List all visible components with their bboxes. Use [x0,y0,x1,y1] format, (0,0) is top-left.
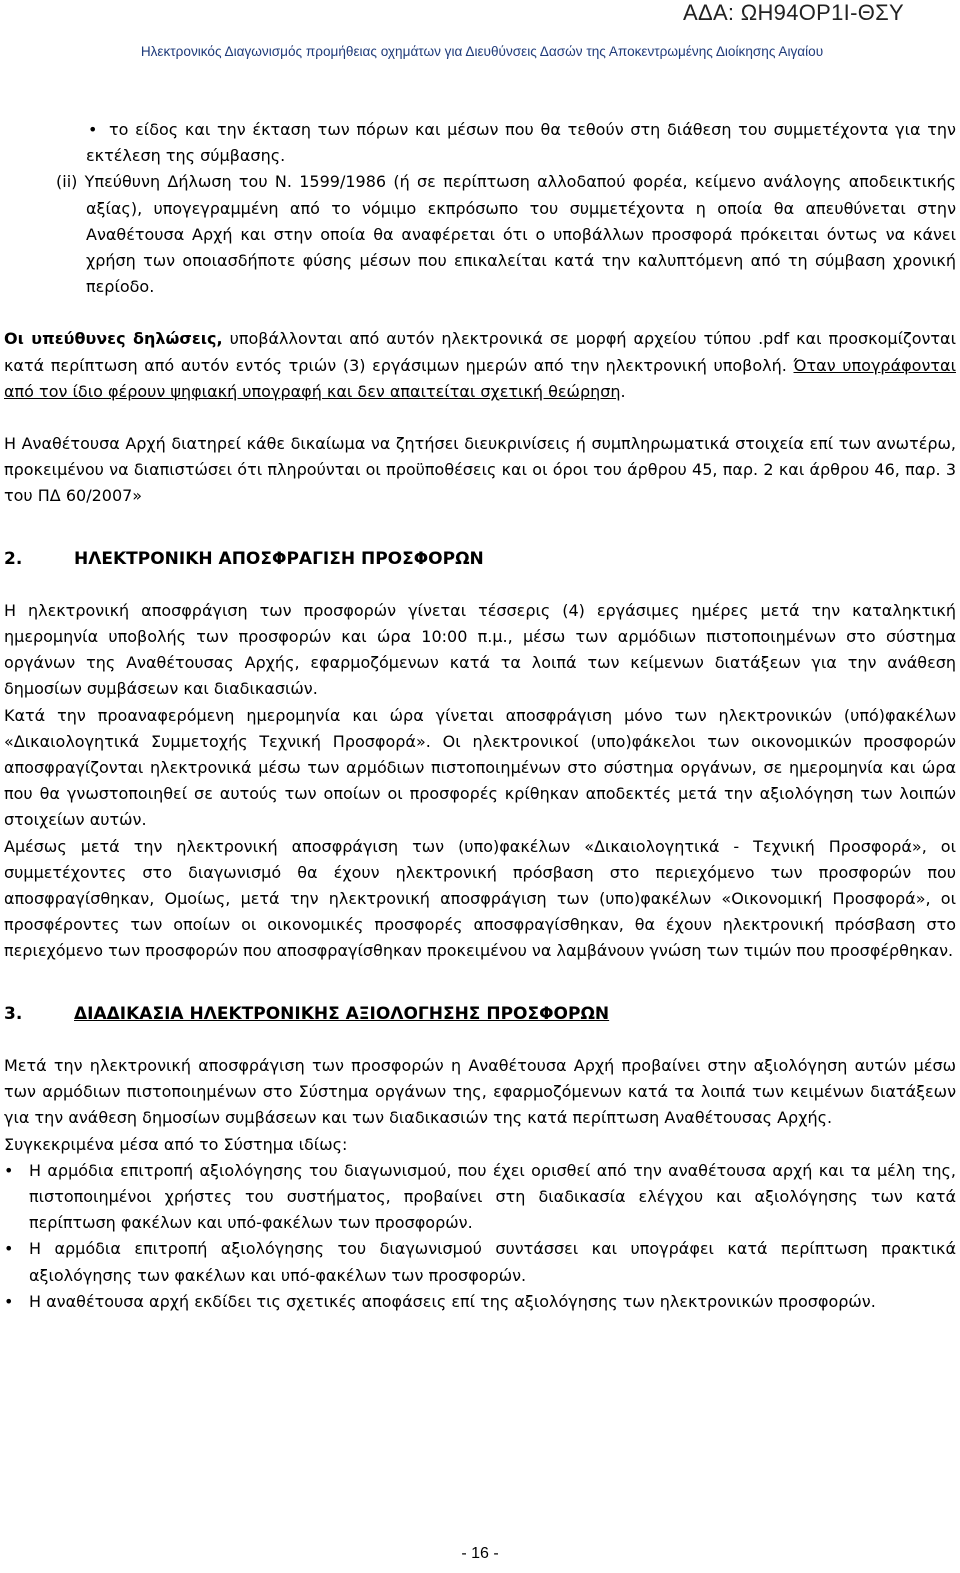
bullet-paragraph [4,117,956,169]
section-2-paragraph-1: Η ηλεκτρονική αποσφράγιση των προσφορών γίνεται τέσσερις (4) εργάσιμες ημέρες μετά την καταληκτική ημερομηνία υποβολής των προσφορών και ώρα 10:00 π.μ., μέσω των αρμόδιων πιστοποιημένων στο σύστημα οργάνων της Αναθέτουσας Αρχής, εφαρμοζόμενων κατά τα λοιπά των κείμενων διατάξεων για την ανάθεση δημοσίων συμβάσεων και διαδικασιών. [4,600,956,699]
section-2-title: ΗΛΕΚΤΡΟΝΙΚΗ ΑΠΟΣΦΡΑΓΙΣΗ ΠΡΟΣΦΟΡΩΝ [74,548,484,569]
declarations-bold: Οι υπεύθυνες δηλώσεις, [4,329,223,349]
bullet-icon: • [4,1291,14,1311]
roman-text: Υπεύθυνη Δήλωση του Ν. 1599/1986 (ή σε περίπτωση αλλοδαπού φορέα, κείμενο ανάλογης αποδεικτικής αξίας), υπογεγραμμένη από το νόμιμο εκπρόσωπο του συμμετέχοντα η οποία θα απευθύνεται στην Αναθέτουσα Αρχή και στην οποία θα αναφέρεται ότι ο υποβάλλων προσφορά πρόκειται όντως να κάνει χρήση των οποιασδήποτε φύσης μέσων που επικαλείται κατά την καλυπτόμενη από τη σύμβαση χρονική περίοδο. [84,172,956,297]
bullet-icon: • [4,1160,14,1180]
section-2-heading [4,546,956,572]
section-3-list [4,1158,956,1315]
section-3-number: 3. [4,1003,23,1024]
roman-label: (ii) [56,172,78,192]
document-code: ΑΔΑ: ΩΗ94ΟΡ1Ι-ΘΣΥ [682,0,904,25]
section-2-number: 2. [4,548,23,569]
section-3-paragraph-2: Συγκεκριμένα μέσα από το Σύστημα ιδίως: [4,1134,348,1154]
list-item: • Η αναθέτουσα αρχή εκδίδει τις σχετικές αποφάσεις επί της αξιολόγησης των ηλεκτρονικών προσφορών. [4,1289,956,1315]
section-2-paragraph-3: Αμέσως μετά την ηλεκτρονική αποσφράγιση των (υπο)φακέλων «Δικαιολογητικά - Τεχνική Προσφορά», οι συμμετέχοντες στο διαγωνισμό θα έχουν ηλεκτρονική πρόσβαση στο περιεχόμενο των προσφορών που αποσφραγίσθηκαν, Ομοίως, μετά την ηλεκτρονική αποσφράγιση των (υπο)φακέλων «Οικονομική Προσφορά», οι προσφέροντες των οποίων οι οικονομικές προσφορές αποσφραγίσθηκαν, θα έχουν ηλεκτρονική πρόσβαση στο περιεχόμενο των προσφορών που αποσφραγίσθηκαν προκειμένου να λαμβάνουν γνώση των τιμών που προσφέρθηκαν. [4,836,956,961]
bullet-icon: • [88,120,98,139]
page-number: - 16 - [461,1545,499,1562]
section-3-paragraph-1: Μετά την ηλεκτρονική αποσφράγιση των προσφορών η Αναθέτουσα Αρχή προβαίνει στην αξιολόγηση αυτών μέσω των αρμόδιων πιστοποιημένων στο Σύστημα οργάνων της, εφαρμοζόμενων κατά τα λοιπά των κειμένων διατάξεων για την ανάθεση δημοσίων συμβάσεων και των διαδικασιών της κατά περίπτωση Αναθέτουσας Αρχής. [4,1055,956,1128]
document-subtitle: Ηλεκτρονικός Διαγωνισμός προμήθειας οχημάτων για Διευθύνσεις Δασών της Αποκεντρωμένης Διοίκησης Αιγαίου [140,44,824,59]
declarations-text: υποβάλλονται από αυτόν ηλεκτρονικά σε μορφή αρχείου τύπου .pdf και προσκομίζονται κατά περίπτωση από αυτόν εντός τριών (3) εργάσιμων ημερών από την ηλεκτρονική υποβολή. [4,329,957,375]
declarations-paragraph [4,326,956,405]
roman-item-ii [4,169,956,300]
section-2-paragraph-2: Κατά την προαναφερόμενη ημερομηνία και ώρα γίνεται αποσφράγιση μόνο των ηλεκτρονικών (υπό)φακέλων «Δικαιολογητικά Συμμετοχής Τεχνική Προσφορά». Οι ηλεκτρονικοί (υπο)φάκελοι των οικονομικών προσφορών αποσφραγίζονται ηλεκτρονικά μέσω των αρμόδιων πιστοποιημένων στο σύστημα οργάνων, σε ημερομηνία και ώρα που θα γνωστοποιηθεί σε αυτούς των οποίων οι προσφορές κρίθηκαν αποδεκτές μετά την αξιολόγηση των λοιπών στοιχείων αυτών. [4,705,956,830]
declarations-underlined: Όταν υπογράφονται από τον ίδιο φέρουν ψηφιακή υπογραφή και δεν απαιτείται σχετική θεώρηση [4,355,956,401]
bullet-text: το είδος και την έκταση των πόρων και μέσων που θα τεθούν στη διάθεση του συμμετέχοντα για την εκτέλεση της σύμβασης. [86,120,956,166]
section-3-title: ΔΙΑΔΙΚΑΣΙΑ ΗΛΕΚΤΡΟΝΙΚΗΣ ΑΞΙΟΛΟΓΗΣΗΣ ΠΡΟΣΦΟΡΩΝ [74,1003,610,1024]
section-3-heading [4,1001,956,1027]
authority-rights-paragraph: Η Αναθέτουσα Αρχή διατηρεί κάθε δικαίωμα να ζητήσει διευκρινίσεις ή συμπληρωματικά στοιχεία επί των ανωτέρω, προκειμένου να διαπιστώσει ότι πληρούνται οι προϋποθέσεις και οι όροι του άρθρου 45, παρ. 2 και άρθρου 46, παρ. 3 του ΠΔ 60/2007» [4,434,956,506]
declarations-end: . [620,381,626,401]
list-item: • Η αρμόδια επιτροπή αξιολόγησης του διαγωνισμού, που έχει ορισθεί από την αναθέτουσα αρχή και τα μέλη της, πιστοποιημένοι χρήστες του συστήματος, προβαίνει στη διαδικασία ελέγχου και αξιολόγησης των κατά περίπτωση φακέλων και υπό-φακέλων των προσφορών. [4,1158,956,1237]
document-body [4,117,956,1315]
list-item: • Η αρμόδια επιτροπή αξιολόγησης του διαγωνισμού συντάσσει και υπογράφει κατά περίπτωση πρακτικά αξιολόγησης των φακέλων και υπό-φακέλων των προσφορών. [4,1236,956,1288]
bullet-icon: • [4,1239,14,1259]
